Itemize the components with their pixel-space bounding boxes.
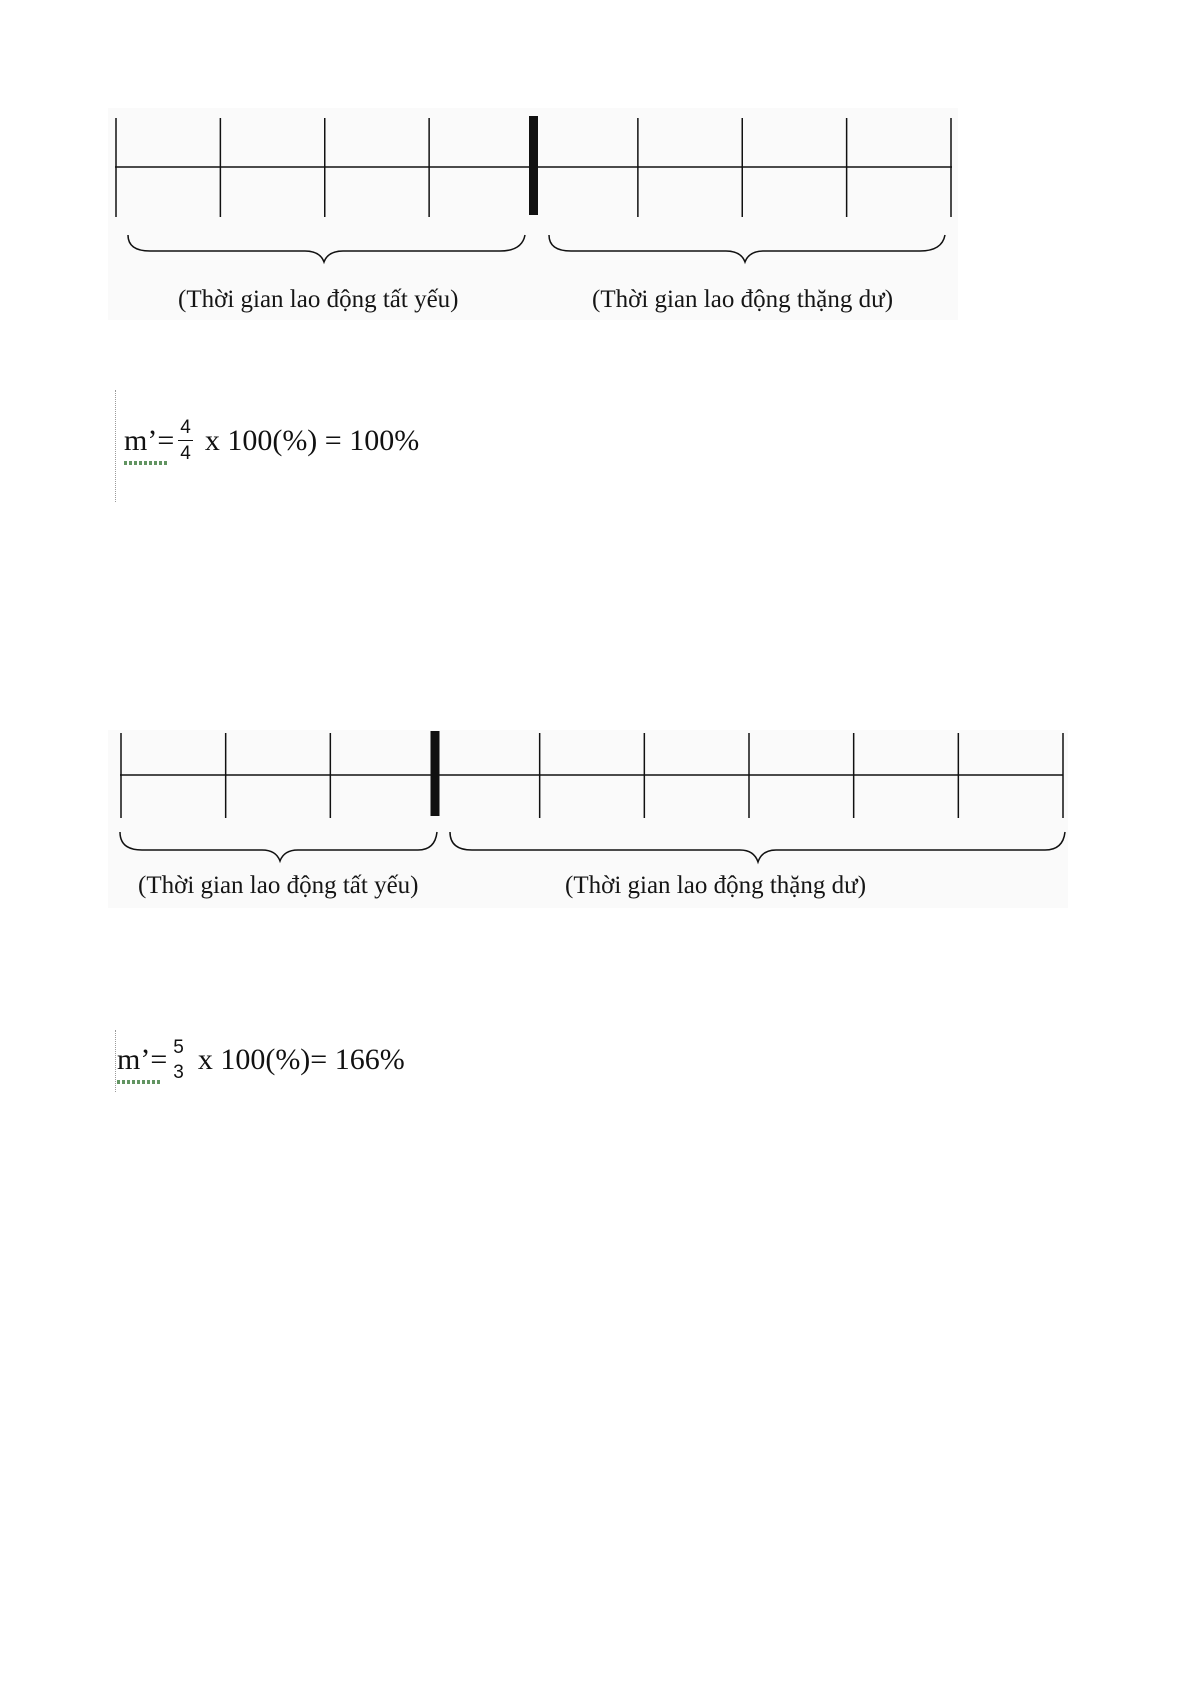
formula-1-lhs: m’= <box>124 423 175 457</box>
formula-2-lhs: m’= <box>117 1043 168 1076</box>
margin-guide-1 <box>115 390 116 502</box>
label-necessary-time-2: (Thời gian lao động tất yếu) <box>138 872 419 899</box>
formula-2-fraction <box>171 1038 186 1082</box>
label-surplus-time-1: (Thời gian lao động thặng dư) <box>592 286 894 313</box>
formula-1-denominator: 4 <box>180 443 191 464</box>
formula-1-fraction <box>178 418 193 463</box>
label-surplus-time-2: (Thời gian lao động thặng dư) <box>565 872 867 899</box>
margin-guide-2 <box>115 1030 116 1092</box>
formula-2-denominator: 3 <box>173 1062 184 1083</box>
label-necessary-time-1: (Thời gian lao động tất yếu) <box>178 286 459 313</box>
formula-1-numerator: 4 <box>180 417 191 438</box>
formula-2 <box>117 1038 405 1082</box>
formula-2-numerator: 5 <box>173 1037 184 1058</box>
formula-2-rhs: x 100(%)= 166% <box>197 1043 405 1076</box>
formula-1-rhs: x 100(%) = 100% <box>204 423 420 457</box>
formula-1 <box>124 418 419 463</box>
